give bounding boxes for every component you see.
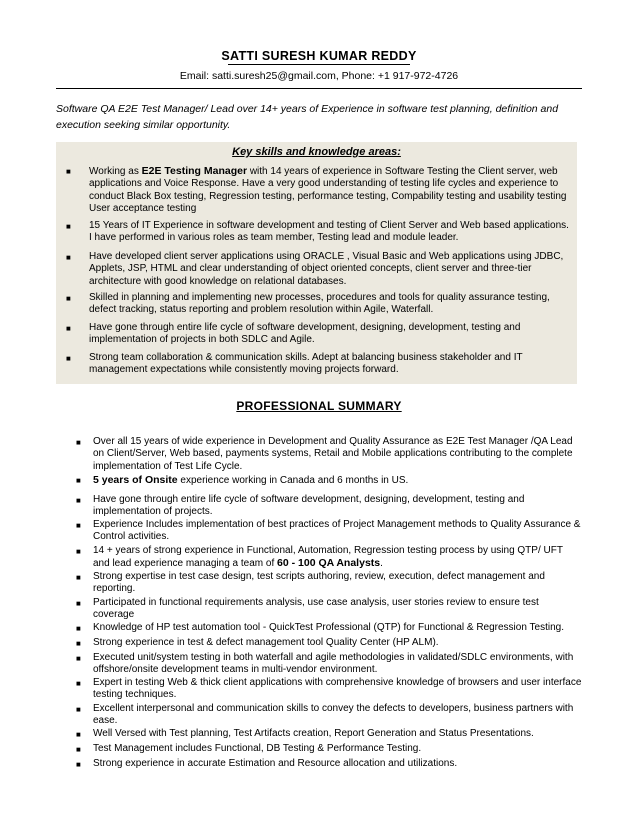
bullet-icon: ■: [76, 547, 81, 556]
summary-text: Strong experience in test & defect management tool Quality Center (HP ALM).: [93, 637, 439, 648]
summary-emphasis: 5 years of Onsite: [93, 474, 178, 486]
summary-text: Experience Includes implementation of best practices of Project Management methods to Quality Assurance & Control activities.: [93, 519, 581, 543]
bullet-icon: ■: [76, 521, 81, 530]
skill-text: 15 Years of IT Experience in software development and testing of Client Server and Web based applications. I have performed in various roles as team member, Testing lead and module leader.: [89, 220, 569, 244]
summary-text: Well Versed with Test planning, Test Artifacts creation, Report Generation and Status Presentations.: [93, 728, 534, 739]
summary-text: Executed unit/system testing in both waterfall and agile methodologies in validated/SDLC environments, with offshore/onsite development teams in multi-vendor environment.: [93, 652, 574, 676]
contact-info: Email: satti.suresh25@gmail.com, Phone: +1 917-972-4726: [179, 70, 459, 82]
bullet-icon: ■: [66, 167, 71, 176]
skill-text: Have developed client server applications using ORACLE , Visual Basic and Web applications using JDBC, Applets, JSP, HTML and clear understanding of object oriented concepts, client server and three-tier architecture with good knowledge on relational databases.: [89, 251, 564, 287]
summary-text: Over all 15 years of wide experience in Development and Quality Assurance as E2E Test Manager /QA Lead on Client/Server, Web based, payments systems, Retail and Mobile applications contributing to the complete implementation of Test Life Cycle.: [93, 436, 573, 472]
summary-text: Knowledge of HP test automation tool - QuickTest Professional (QTP) for Functional & Regression Testing.: [93, 622, 564, 633]
summary-text: Strong experience in accurate Estimation and Resource allocation and utilizations.: [93, 758, 458, 769]
summary-text: Participated in functional requirements analysis, use case analysis, user stories review to ensure test coverage: [93, 597, 539, 621]
skill-text: Strong team collaboration & communication skills. Adept at balancing business stakeholder and IT management expectations while consistently moving projects forward.: [89, 352, 523, 376]
summary-heading: PROFESSIONAL SUMMARY: [236, 399, 402, 413]
name-underline: [228, 64, 410, 65]
bullet-icon: ■: [76, 573, 81, 582]
summary-text: Test Management includes Functional, DB Testing & Performance Testing.: [93, 743, 422, 754]
skills-heading: Key skills and knowledge areas:: [232, 146, 401, 158]
summary-text: Have gone through entire life cycle of software development, designing, development, testing and implementation of projects.: [93, 494, 525, 518]
bullet-icon: ■: [76, 705, 81, 714]
bullet-icon: ■: [76, 496, 81, 505]
summary-text: Excellent interpersonal and communication skills to convey the defects to developers, business partners with ease.: [93, 703, 574, 727]
summary-text: Expert in testing Web & thick client applications with comprehensive knowledge of browsers and user interface testing techniques.: [93, 677, 582, 701]
bullet-icon: ■: [76, 745, 81, 754]
bullet-icon: ■: [66, 222, 71, 231]
header-divider: [56, 88, 582, 89]
bullet-icon: ■: [66, 294, 71, 303]
bullet-icon: ■: [76, 679, 81, 688]
skill-text: Working as E2E Testing Manager with 14 years of experience in Software Testing the Client server, web applications and Voice Response. Have a very good understanding of testing life cycles and experience to conduct Black Box testing, Regression testing, performance testing, Compability testing and usability testing User acceptance testing: [89, 165, 567, 215]
summary-text: 14 + years of strong experience in Functional, Automation, Regression testing process by using QTP/ UFT and lead experience managing a team of 60 - 100 QA Analysts.: [93, 545, 563, 570]
skill-text: Skilled in planning and implementing new processes, procedures and tools for quality assurance testing, defect tracking, status reporting and problem resolution within Agile, Waterfall.: [89, 292, 550, 316]
bullet-icon: ■: [76, 730, 81, 739]
bullet-icon: ■: [76, 760, 81, 769]
bullet-icon: ■: [76, 438, 81, 447]
summary-text: Strong expertise in test case design, test scripts authoring, review, execution, defect management and reporting.: [93, 571, 545, 595]
bullet-icon: ■: [66, 253, 71, 262]
bullet-icon: ■: [76, 476, 81, 485]
summary-emphasis: 60 - 100 QA Analysts: [277, 557, 381, 570]
summary-text: 5 years of Onsite experience working in Canada and 6 months in US.: [93, 474, 409, 486]
bullet-icon: ■: [66, 354, 71, 363]
bullet-icon: ■: [76, 639, 81, 648]
bullet-icon: ■: [66, 324, 71, 333]
skill-emphasis: E2E Testing Manager: [141, 165, 248, 177]
bullet-icon: ■: [76, 599, 81, 608]
bullet-icon: ■: [76, 624, 81, 633]
bullet-icon: ■: [76, 654, 81, 663]
skill-text: Have gone through entire life cycle of software development, designing, development, testing and implementation of projects in both SDLC and Agile.: [89, 322, 521, 346]
candidate-name: SATTI SURESH KUMAR REDDY: [221, 49, 417, 63]
objective-statement: Software QA E2E Test Manager/ Lead over 14+ years of Experience in software test planning, definition and execution seeking similar opportunity.: [56, 103, 559, 131]
